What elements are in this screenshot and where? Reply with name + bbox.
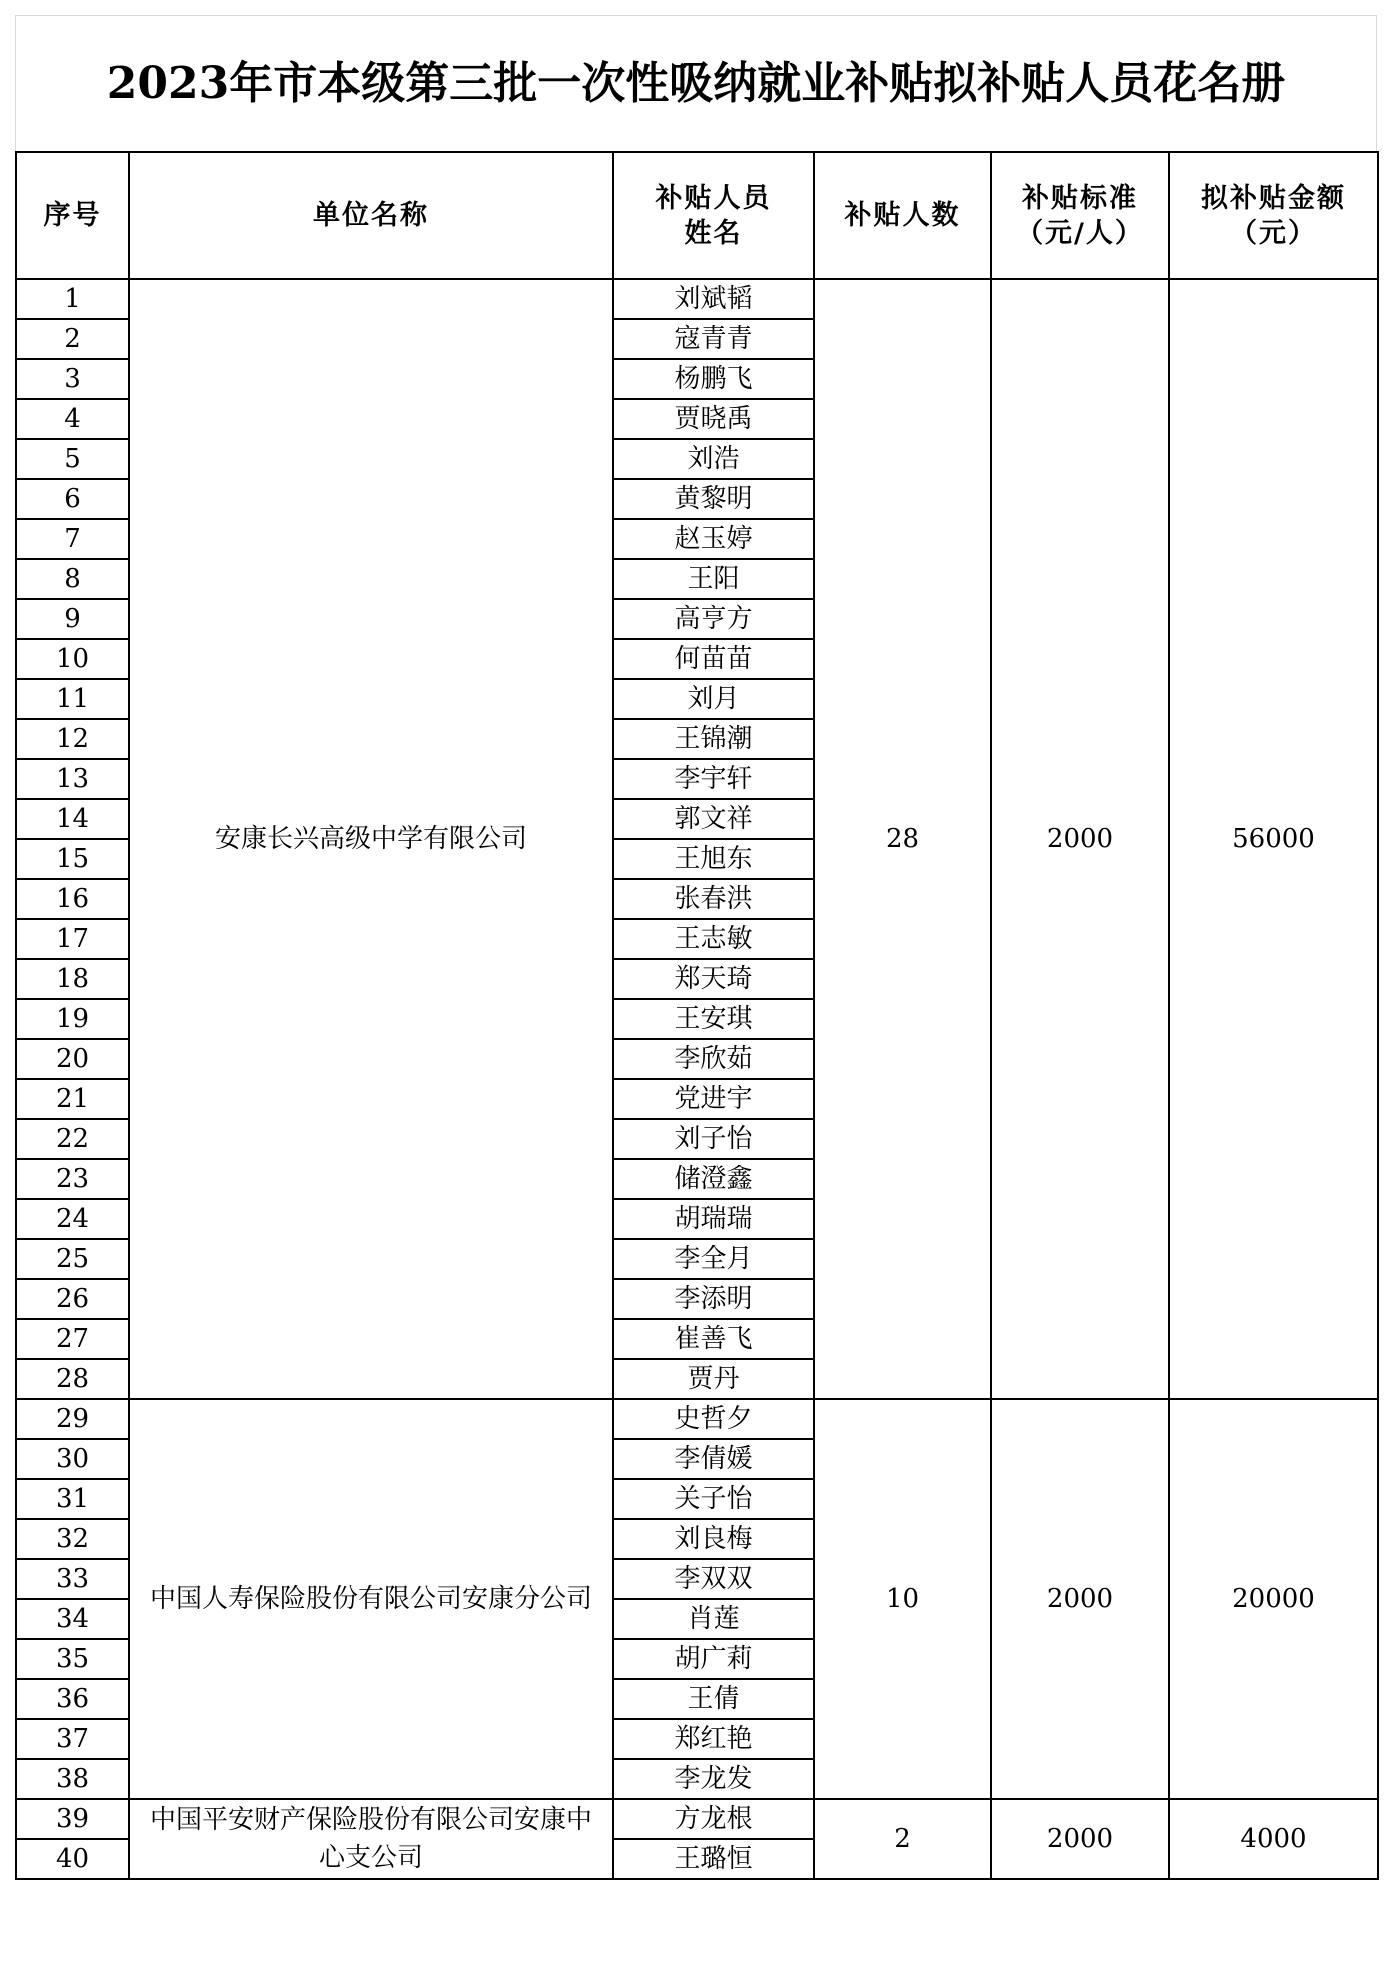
subsidy-amount-cell: 4000 — [1169, 1799, 1378, 1879]
subsidy-amount-cell: 56000 — [1169, 279, 1378, 1399]
seq-cell: 16 — [16, 879, 129, 919]
seq-cell: 10 — [16, 639, 129, 679]
seq-cell: 4 — [16, 399, 129, 439]
seq-cell: 5 — [16, 439, 129, 479]
roster-table — [15, 151, 1379, 1880]
seq-cell: 1 — [16, 279, 129, 319]
seq-cell: 13 — [16, 759, 129, 799]
person-name-cell: 方龙根 — [613, 1799, 814, 1839]
header-unit: 单位名称 — [129, 152, 613, 279]
seq-cell: 37 — [16, 1719, 129, 1759]
seq-cell: 26 — [16, 1279, 129, 1319]
header-standard: 补贴标准（元/人） — [991, 152, 1169, 279]
person-name-cell: 郑天琦 — [613, 959, 814, 999]
person-name-cell: 党进宇 — [613, 1079, 814, 1119]
header-count: 补贴人数 — [814, 152, 991, 279]
seq-cell: 12 — [16, 719, 129, 759]
subsidy-amount-cell: 20000 — [1169, 1399, 1378, 1799]
seq-cell: 21 — [16, 1079, 129, 1119]
seq-cell: 20 — [16, 1039, 129, 1079]
unit-name-cell: 中国人寿保险股份有限公司安康分公司 — [129, 1399, 613, 1799]
person-name-cell: 郭文祥 — [613, 799, 814, 839]
seq-cell: 25 — [16, 1239, 129, 1279]
person-name-cell: 何苗苗 — [613, 639, 814, 679]
person-name-cell: 胡瑞瑞 — [613, 1199, 814, 1239]
person-name-cell: 胡广莉 — [613, 1639, 814, 1679]
subsidy-count-cell: 10 — [814, 1399, 991, 1799]
person-name-cell: 李倩媛 — [613, 1439, 814, 1479]
seq-cell: 2 — [16, 319, 129, 359]
subsidy-standard-cell: 2000 — [991, 1799, 1169, 1879]
table-row — [16, 279, 1378, 319]
subsidy-count-cell: 28 — [814, 279, 991, 1399]
person-name-cell: 李添明 — [613, 1279, 814, 1319]
subsidy-standard-cell: 2000 — [991, 279, 1169, 1399]
seq-cell: 38 — [16, 1759, 129, 1799]
unit-name-cell: 安康长兴高级中学有限公司 — [129, 279, 613, 1399]
person-name-cell: 储澄鑫 — [613, 1159, 814, 1199]
seq-cell: 23 — [16, 1159, 129, 1199]
seq-cell: 3 — [16, 359, 129, 399]
header-amount: 拟补贴金额（元） — [1169, 152, 1378, 279]
seq-cell: 39 — [16, 1799, 129, 1839]
document-title: 2023年市本级第三批一次性吸纳就业补贴拟补贴人员花名册 — [106, 57, 1286, 109]
seq-cell: 7 — [16, 519, 129, 559]
header-name: 补贴人员姓名 — [613, 152, 814, 279]
person-name-cell: 郑红艳 — [613, 1719, 814, 1759]
seq-cell: 36 — [16, 1679, 129, 1719]
seq-cell: 31 — [16, 1479, 129, 1519]
person-name-cell: 关子怡 — [613, 1479, 814, 1519]
person-name-cell: 杨鹏飞 — [613, 359, 814, 399]
seq-cell: 35 — [16, 1639, 129, 1679]
person-name-cell: 贾晓禹 — [613, 399, 814, 439]
seq-cell: 17 — [16, 919, 129, 959]
seq-cell: 14 — [16, 799, 129, 839]
person-name-cell: 王锦潮 — [613, 719, 814, 759]
title-box — [15, 15, 1377, 151]
person-name-cell: 刘子怡 — [613, 1119, 814, 1159]
person-name-cell: 王倩 — [613, 1679, 814, 1719]
person-name-cell: 李欣茹 — [613, 1039, 814, 1079]
person-name-cell: 史哲夕 — [613, 1399, 814, 1439]
table-row — [16, 1799, 1378, 1839]
person-name-cell: 王璐恒 — [613, 1839, 814, 1879]
seq-cell: 8 — [16, 559, 129, 599]
person-name-cell: 崔善飞 — [613, 1319, 814, 1359]
seq-cell: 28 — [16, 1359, 129, 1399]
roster-sheet — [15, 15, 1377, 1880]
seq-cell: 24 — [16, 1199, 129, 1239]
header-row — [16, 152, 1378, 279]
person-name-cell: 王旭东 — [613, 839, 814, 879]
person-name-cell: 肖莲 — [613, 1599, 814, 1639]
seq-cell: 40 — [16, 1839, 129, 1879]
unit-name-cell: 中国平安财产保险股份有限公司安康中心支公司 — [129, 1799, 613, 1879]
person-name-cell: 寇青青 — [613, 319, 814, 359]
person-name-cell: 刘斌韬 — [613, 279, 814, 319]
person-name-cell: 王志敏 — [613, 919, 814, 959]
person-name-cell: 刘良梅 — [613, 1519, 814, 1559]
seq-cell: 34 — [16, 1599, 129, 1639]
seq-cell: 32 — [16, 1519, 129, 1559]
subsidy-standard-cell: 2000 — [991, 1399, 1169, 1799]
person-name-cell: 赵玉婷 — [613, 519, 814, 559]
seq-cell: 19 — [16, 999, 129, 1039]
person-name-cell: 贾丹 — [613, 1359, 814, 1399]
person-name-cell: 李龙发 — [613, 1759, 814, 1799]
person-name-cell: 王安琪 — [613, 999, 814, 1039]
person-name-cell: 李双双 — [613, 1559, 814, 1599]
seq-cell: 9 — [16, 599, 129, 639]
subsidy-count-cell: 2 — [814, 1799, 991, 1879]
table-row — [16, 1399, 1378, 1439]
person-name-cell: 高亨方 — [613, 599, 814, 639]
seq-cell: 29 — [16, 1399, 129, 1439]
person-name-cell: 张春洪 — [613, 879, 814, 919]
person-name-cell: 李宇轩 — [613, 759, 814, 799]
person-name-cell: 黄黎明 — [613, 479, 814, 519]
person-name-cell: 刘浩 — [613, 439, 814, 479]
seq-cell: 6 — [16, 479, 129, 519]
header-seq: 序号 — [16, 152, 129, 279]
seq-cell: 15 — [16, 839, 129, 879]
person-name-cell: 王阳 — [613, 559, 814, 599]
seq-cell: 33 — [16, 1559, 129, 1599]
seq-cell: 27 — [16, 1319, 129, 1359]
seq-cell: 18 — [16, 959, 129, 999]
person-name-cell: 李全月 — [613, 1239, 814, 1279]
seq-cell: 11 — [16, 679, 129, 719]
roster-body — [16, 279, 1378, 1879]
seq-cell: 22 — [16, 1119, 129, 1159]
seq-cell: 30 — [16, 1439, 129, 1479]
person-name-cell: 刘月 — [613, 679, 814, 719]
